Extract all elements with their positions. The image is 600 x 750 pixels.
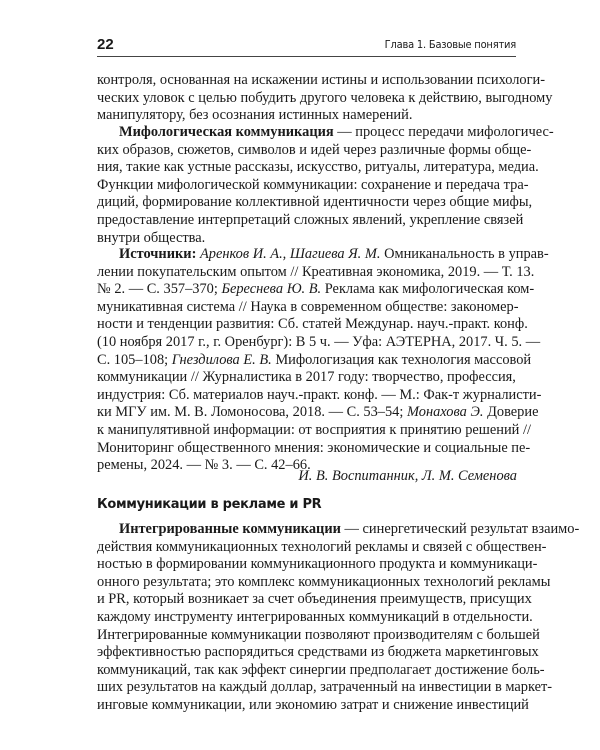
text-line: онного результата; это комплекс коммуникационных технологий рекламы <box>97 573 551 590</box>
text-line <box>97 521 580 539</box>
text-fragment: — синергетический результат взаимо- <box>340 521 580 537</box>
text-line: предоставление интерпретаций сложных явлений, укрепление связей <box>97 211 524 228</box>
term-mythological-communication: Мифологическая коммуникация <box>119 124 334 140</box>
text-line: ностью в формировании коммуникационного продукта и коммуникаци- <box>97 556 538 573</box>
text-line: Интегрированные коммуникации позволяют производителям с большей <box>97 626 540 643</box>
text-fragment: № 2. — С. 357–370; <box>97 281 222 298</box>
entry-signature: И. В. Воспитанник, Л. М. Семенова <box>298 468 517 484</box>
text-line: Мониторинг общественного мнения: экономические и социальные пе- <box>97 439 531 456</box>
author-arenkov: Аренков И. А., Шагиева Я. М. <box>199 246 381 262</box>
text-fragment: — процесс передачи мифологичес- <box>333 124 554 140</box>
sources-block <box>97 246 549 475</box>
author-bereseva: Бересневa Ю. В. <box>221 281 322 298</box>
author-gnezdilova: Гнездилова Е. В. <box>171 351 272 368</box>
text-fragment: Доверие <box>483 404 539 421</box>
paragraph-mythological-communication <box>97 124 554 247</box>
author-monakhova: Монахова Э. <box>406 404 484 421</box>
text-line: контроля, основанная на искажении истины и использовании психологи- <box>97 72 546 88</box>
text-line: индустрия: Сб. материалов науч.-практ. конф. — М.: Фак-т журналисти- <box>97 386 542 403</box>
text-line: каждому инструменту интегрированных коммуникаций в отдельности. <box>97 608 533 625</box>
text-line: диций, формирование коллективной идентичности через общие мифы, <box>97 194 533 211</box>
text-line <box>97 281 535 299</box>
paragraph-integrated-communications <box>97 521 580 715</box>
text-fragment: С. 105–108; <box>97 351 172 368</box>
text-line: манипулятору, без осознания истинных намерений. <box>97 107 413 124</box>
paragraph-manipulation <box>97 72 553 125</box>
page-number: 22 <box>97 36 114 53</box>
text-line: Функции мифологической коммуникации: сохранение и передача тра- <box>97 176 529 193</box>
text-line: ческих уловок с целью побудить другого человека к действию, выгодному <box>97 89 553 106</box>
term-integrated-communications: Интегрированные коммуникации <box>119 521 341 537</box>
text-line: эффективностью распорядиться средствами из бюджета маркетинговых <box>97 644 539 661</box>
text-line: коммуникации // Журналистика в 2017 году: творчество, профессия, <box>97 369 516 386</box>
section-heading: Коммуникации в рекламе и PR <box>97 497 322 512</box>
text-fragment: Реклама как мифологическая ком- <box>321 281 535 298</box>
text-line: внутри общества. <box>97 229 206 246</box>
text-line: ности и тенденции развития: Сб. статей Междунар. науч.-практ. конф. <box>97 316 528 333</box>
text-line: инговые коммуникации, или экономию затрат и снижение инвестиций <box>97 696 529 713</box>
text-line <box>97 351 532 370</box>
text-line: ремены, 2024. — № 3. — С. 42–66. <box>97 457 311 474</box>
text-line: и PR, который возникает за счет объединения преимуществ, присущих <box>97 591 532 608</box>
text-fragment: Мифологизация как технология массовой <box>271 351 532 368</box>
text-line: лении покупательским опытом // Креативная экономика, 2019. — Т. 13. <box>97 263 535 280</box>
text-line <box>97 404 539 422</box>
text-line: муникативная система // Наука в современном обществе: закономер- <box>97 298 519 315</box>
text-line: (10 ноября 2017 г., г. Оренбург): В 5 ч. — Уфа: АЭТЕРНА, 2017. Ч. 5. — <box>97 333 541 350</box>
text-line <box>97 124 554 142</box>
sources-label: Источники: <box>119 246 197 262</box>
chapter-title: Глава 1. Базовые понятия <box>384 38 516 51</box>
text-fragment: Омниканальность в управ- <box>380 246 549 262</box>
running-header <box>97 36 516 57</box>
text-line: ших результатов на каждый доллар, затраченный на инвестиции в маркет- <box>97 679 553 696</box>
text-line: к манипулятивной информации: от восприятия к принятию решений // <box>97 421 531 438</box>
text-line: ния, такие как устные рассказы, искусство, ритуалы, литература, медиа. <box>97 159 539 176</box>
text-line: действия коммуникационных технологий рекламы и связей с обществен- <box>97 538 547 555</box>
text-line: ких образов, сюжетов, символов и идей через различные формы обще- <box>97 141 532 158</box>
text-fragment: ки МГУ им. М. В. Ломоносова, 2018. — С. 53–54; <box>97 404 407 421</box>
text-line <box>97 246 549 264</box>
text-line: коммуникаций, так как эффект синергии предполагает достижение боль- <box>97 661 545 678</box>
